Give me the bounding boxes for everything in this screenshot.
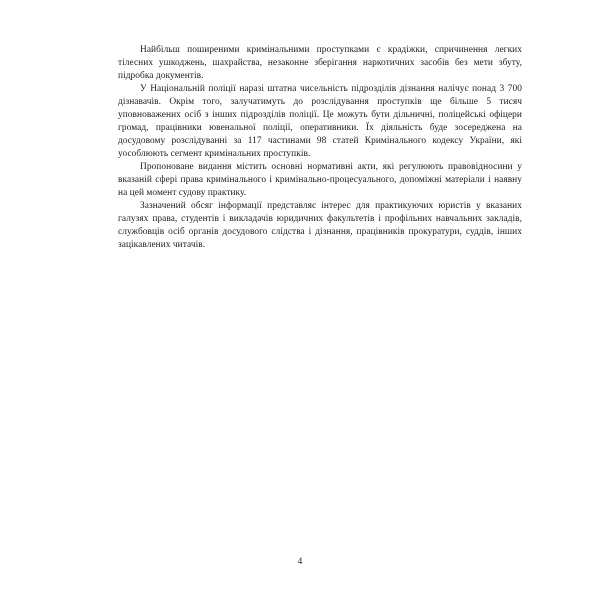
paragraph-3: Пропоноване видання містить основні нормативні акти, які регулюють правовідносини у вказаній сфері права кримінального і кримінально-процесуального, допоміжні матеріали і наявну на цей момент судову практику.: [118, 162, 522, 198]
paragraph-2: У Національній поліції наразі штатна чисельність підрозділів дізнання налічує понад 3 700 дізнавачів. Окрім того, залучатимуть до розслідування проступків ще більше 5 тисяч уповноважених осіб з інших підрозділів поліції. Це можуть бути дільничні, поліцейські офіцери громад, працівники ювенальної поліції, оперативники. Їх діяльність буде зосереджена на досудовому розслідуванні за 117 частинами 98 статей Кримінального кодексу України, які уособлюють сегмент кримінальних проступків.: [118, 84, 522, 159]
page-number: 4: [297, 557, 303, 567]
paragraph-4: Зазначений обсяг інформації представляє інтерес для практикуючих юристів у вказаних галузях права, студентів і викладачів юридичних факультетів і профільних навчальних закладів, службовців осіб органів досудового слідства і дізнання, працівників прокуратури, суддів, інших зацікавлених читачів.: [118, 201, 522, 250]
paragraph-1: Найбільш поширеними кримінальними проступками є крадіжки, спричинення легких тілесних ушкоджень, шахрайства, незаконне зберігання наркотичних засобів без мети збуту, підробка документів.: [118, 45, 522, 81]
document-body: [118, 44, 522, 252]
